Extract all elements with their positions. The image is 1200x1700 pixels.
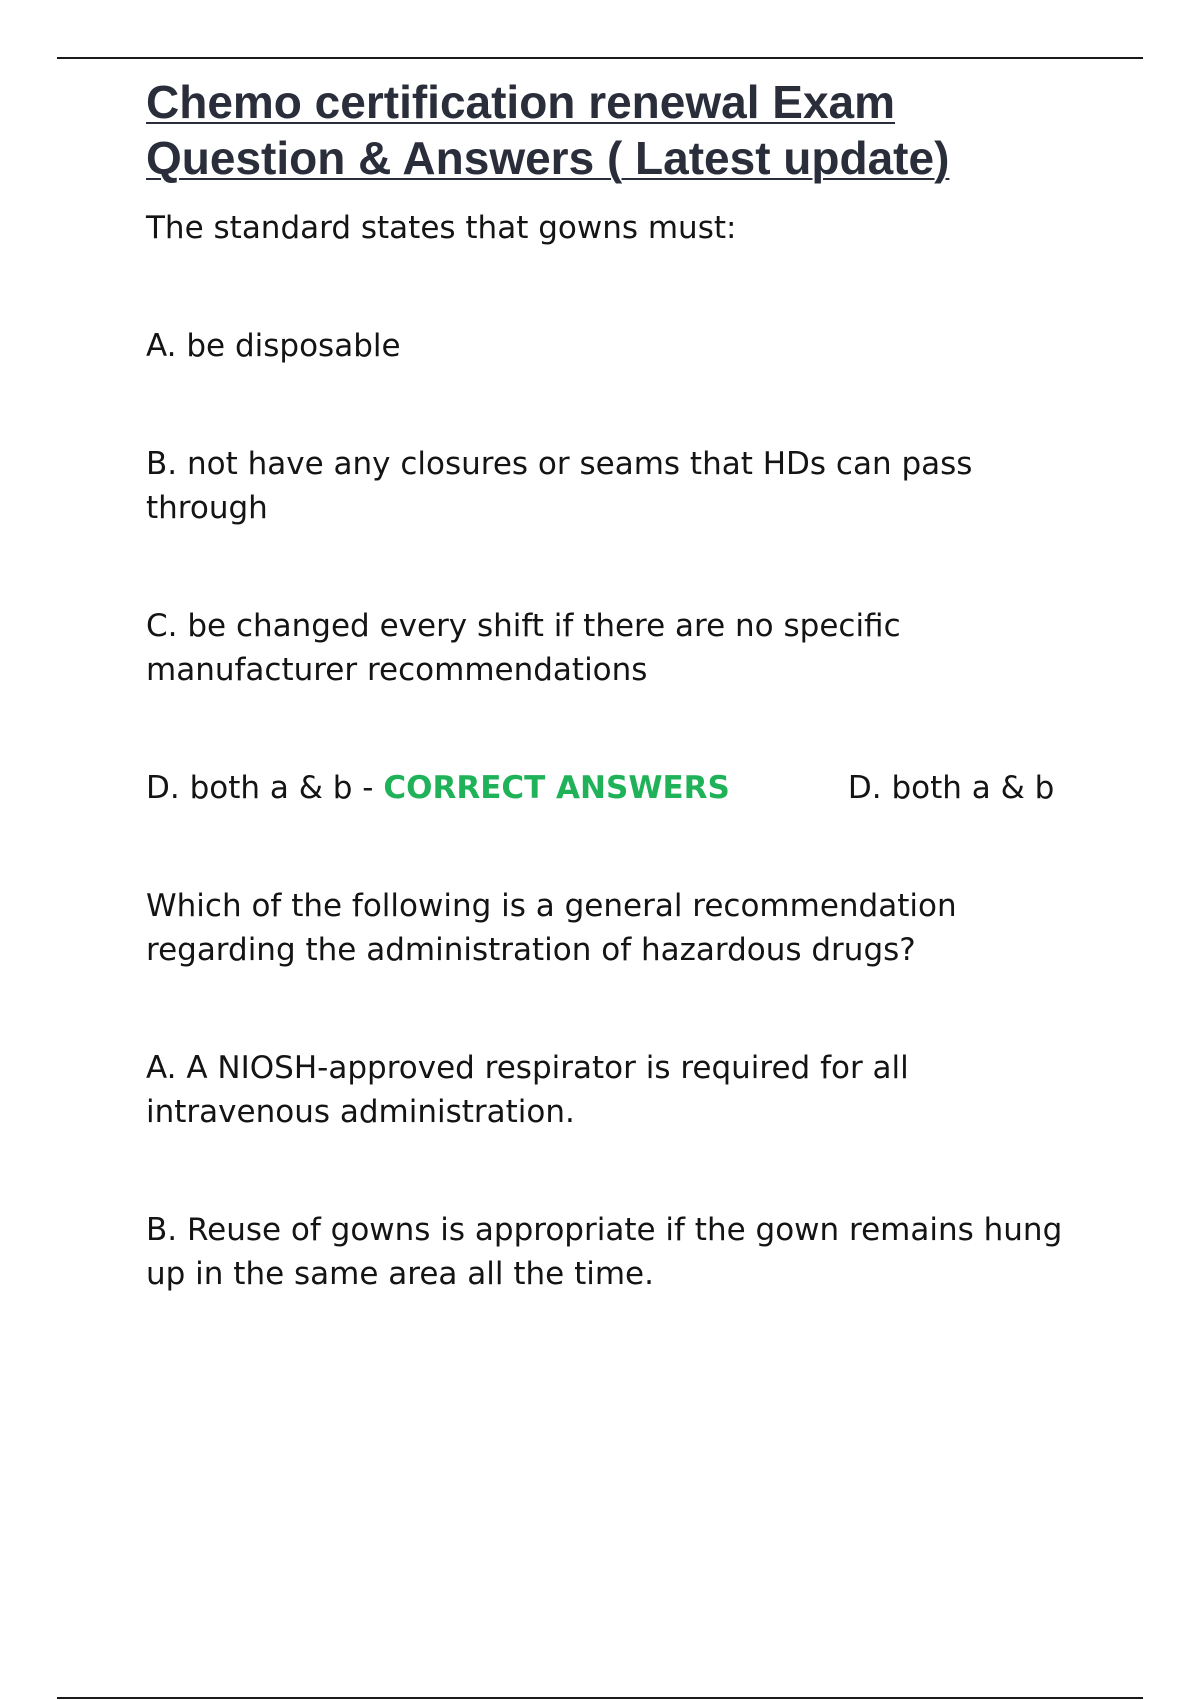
question-2-stem: Which of the following is a general recommendation regarding the administration of hazardous drugs? xyxy=(146,888,957,968)
correct-answers-label: CORRECT ANSWERS xyxy=(383,770,730,806)
answer-text: D. both a & b xyxy=(847,770,1055,806)
document-title: Chemo certification renewal Exam Question & Answers ( Latest update) xyxy=(146,76,950,184)
document-body xyxy=(146,74,1086,1296)
question-1-stem: The standard states that gowns must: xyxy=(146,210,737,246)
question-2 xyxy=(146,884,1086,1296)
question-1-answer xyxy=(146,766,1086,810)
question-1-option-c: C. be changed every shift if there are no specific manufacturer recommendations xyxy=(146,608,901,688)
top-rule xyxy=(57,57,1143,59)
question-1-option-a: A. be disposable xyxy=(146,328,401,364)
question-2-option-a: A. A NIOSH-approved respirator is required for all intravenous administration. xyxy=(146,1050,909,1130)
question-2-option-b: B. Reuse of gowns is appropriate if the gown remains hung up in the same area all the time. xyxy=(146,1212,1063,1292)
bottom-rule xyxy=(57,1697,1143,1699)
answer-prefix: D. both a & b - xyxy=(146,770,384,806)
question-1 xyxy=(146,206,1086,810)
question-1-option-b: B. not have any closures or seams that HDs can pass through xyxy=(146,446,973,526)
